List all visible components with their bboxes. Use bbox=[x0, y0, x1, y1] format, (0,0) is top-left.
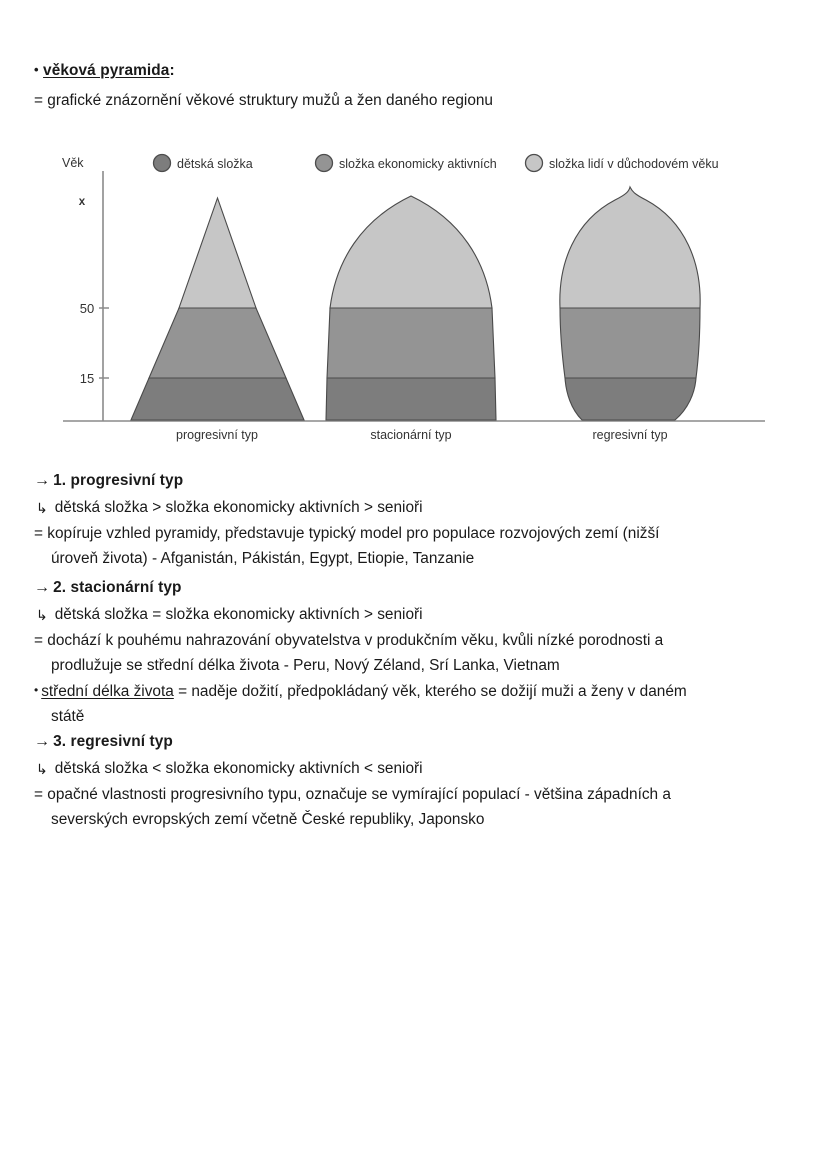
band-seniori-progresivni bbox=[179, 198, 256, 308]
legend-swatch-duchodovy-vek bbox=[526, 155, 543, 172]
note-definition-line2: severských evropských zemí včetně České republiky, Japonsko bbox=[51, 811, 485, 828]
note-definition-line2: úroveň života) - Afganistán, Pákistán, Egypt, Etiopie, Tanzanie bbox=[51, 550, 475, 567]
note-title-text: 2. stacionární typ bbox=[53, 579, 182, 596]
pyramid-stacionarni-typ bbox=[326, 196, 496, 442]
note-definition-line1: = kopíruje vzhled pyramidy, představuje typický model pro populace rozvojových zemí (nižší bbox=[34, 525, 660, 542]
note-block-regresivni bbox=[34, 729, 809, 832]
life-expectancy-term: střední délka života bbox=[41, 683, 174, 700]
note-relation-text: dětská složka < složka ekonomicky aktivních < senioři bbox=[54, 760, 423, 777]
note-definition-line1: = dochází k pouhému nahrazování obyvatelstva v produkčním věku, kvůli nízké porodnosti a bbox=[34, 632, 664, 649]
life-expectancy-definition bbox=[34, 678, 809, 729]
note-block-stacionarni bbox=[34, 575, 809, 678]
note-definition-regresivni bbox=[34, 782, 809, 832]
band-seniori-regresivni bbox=[560, 187, 700, 308]
life-expectancy-line2: státě bbox=[51, 708, 85, 725]
note-title-stacionarni bbox=[34, 575, 809, 601]
y-axis-title: Věk bbox=[62, 156, 84, 170]
y-axis-ticks bbox=[79, 196, 109, 386]
note-title-regresivni bbox=[34, 729, 809, 755]
band-detska-progresivni bbox=[131, 378, 304, 420]
arrow-icon: → bbox=[34, 579, 51, 596]
note-relation-text: dětská složka = složka ekonomicky aktivních > senioři bbox=[54, 606, 423, 623]
note-definition-line2: prodlužuje se střední délka života - Peru, Nový Zéland, Srí Lanka, Vietnam bbox=[51, 657, 560, 674]
note-relation-regresivni bbox=[34, 755, 809, 782]
legend-swatch-detska-slozka bbox=[154, 155, 171, 172]
bullet-icon: • bbox=[34, 683, 39, 697]
note-relation-progresivni bbox=[34, 494, 809, 521]
band-detska-stacionarni bbox=[326, 378, 496, 420]
note-block-progresivni bbox=[34, 468, 809, 571]
pyramid-progresivni-typ bbox=[131, 198, 304, 442]
heading-term: věková pyramida bbox=[43, 62, 170, 79]
band-aktivni-progresivni bbox=[149, 308, 286, 378]
legend-swatch-ekonomicky-aktivni bbox=[316, 155, 333, 172]
hook-arrow-icon: ↳ bbox=[36, 761, 48, 777]
band-aktivni-stacionarni bbox=[327, 308, 495, 378]
arrow-icon: → bbox=[34, 733, 51, 750]
legend-label-duchodovy-vek: složka lidí v důchodovém věku bbox=[549, 157, 719, 171]
heading-colon: : bbox=[169, 62, 175, 79]
y-tick-label-50: 50 bbox=[79, 301, 95, 316]
life-expectancy-line1: = naděje dožití, předpokládaný věk, kterého se dožijí muži a ženy v daném bbox=[178, 683, 687, 700]
hook-arrow-icon: ↳ bbox=[36, 607, 48, 623]
note-relation-stacionarni bbox=[34, 601, 809, 628]
chart-legend bbox=[154, 155, 719, 172]
note-title-text: 1. progresivní typ bbox=[53, 472, 184, 489]
category-label-regresivni: regresivní typ bbox=[592, 428, 668, 442]
legend-label-detska-slozka: dětská složka bbox=[177, 157, 253, 171]
age-pyramid-chart bbox=[55, 143, 770, 448]
intro-definition: = grafické znázornění věkové struktury mužů a žen daného regionu bbox=[34, 92, 493, 109]
note-relation-text: dětská složka > složka ekonomicky aktivních > senioři bbox=[54, 499, 423, 516]
note-definition-line1: = opačné vlastnosti progresivního typu, označuje se vymírající populací - většina západních a bbox=[34, 786, 671, 803]
hook-arrow-icon: ↳ bbox=[36, 500, 48, 516]
pyramid-regresivni-typ bbox=[560, 187, 700, 442]
legend-label-ekonomicky-aktivni: složka ekonomicky aktivních bbox=[339, 157, 497, 171]
note-definition-stacionarni bbox=[34, 628, 809, 678]
note-definition-progresivni bbox=[34, 521, 809, 571]
band-detska-regresivni bbox=[565, 378, 696, 420]
bullet-icon: • bbox=[34, 62, 39, 77]
band-seniori-stacionarni bbox=[330, 196, 492, 308]
category-label-stacionarni: stacionární typ bbox=[370, 428, 452, 442]
page-heading bbox=[34, 62, 175, 80]
band-aktivni-regresivni bbox=[560, 308, 700, 378]
y-tick-label-15: 15 bbox=[79, 371, 95, 386]
category-label-progresivni: progresivní typ bbox=[176, 428, 258, 442]
y-tick-label-x: x bbox=[78, 196, 86, 208]
notes-section bbox=[34, 468, 809, 832]
note-title-progresivni bbox=[34, 468, 809, 494]
note-title-text: 3. regresivní typ bbox=[53, 733, 173, 750]
arrow-icon: → bbox=[34, 472, 51, 489]
